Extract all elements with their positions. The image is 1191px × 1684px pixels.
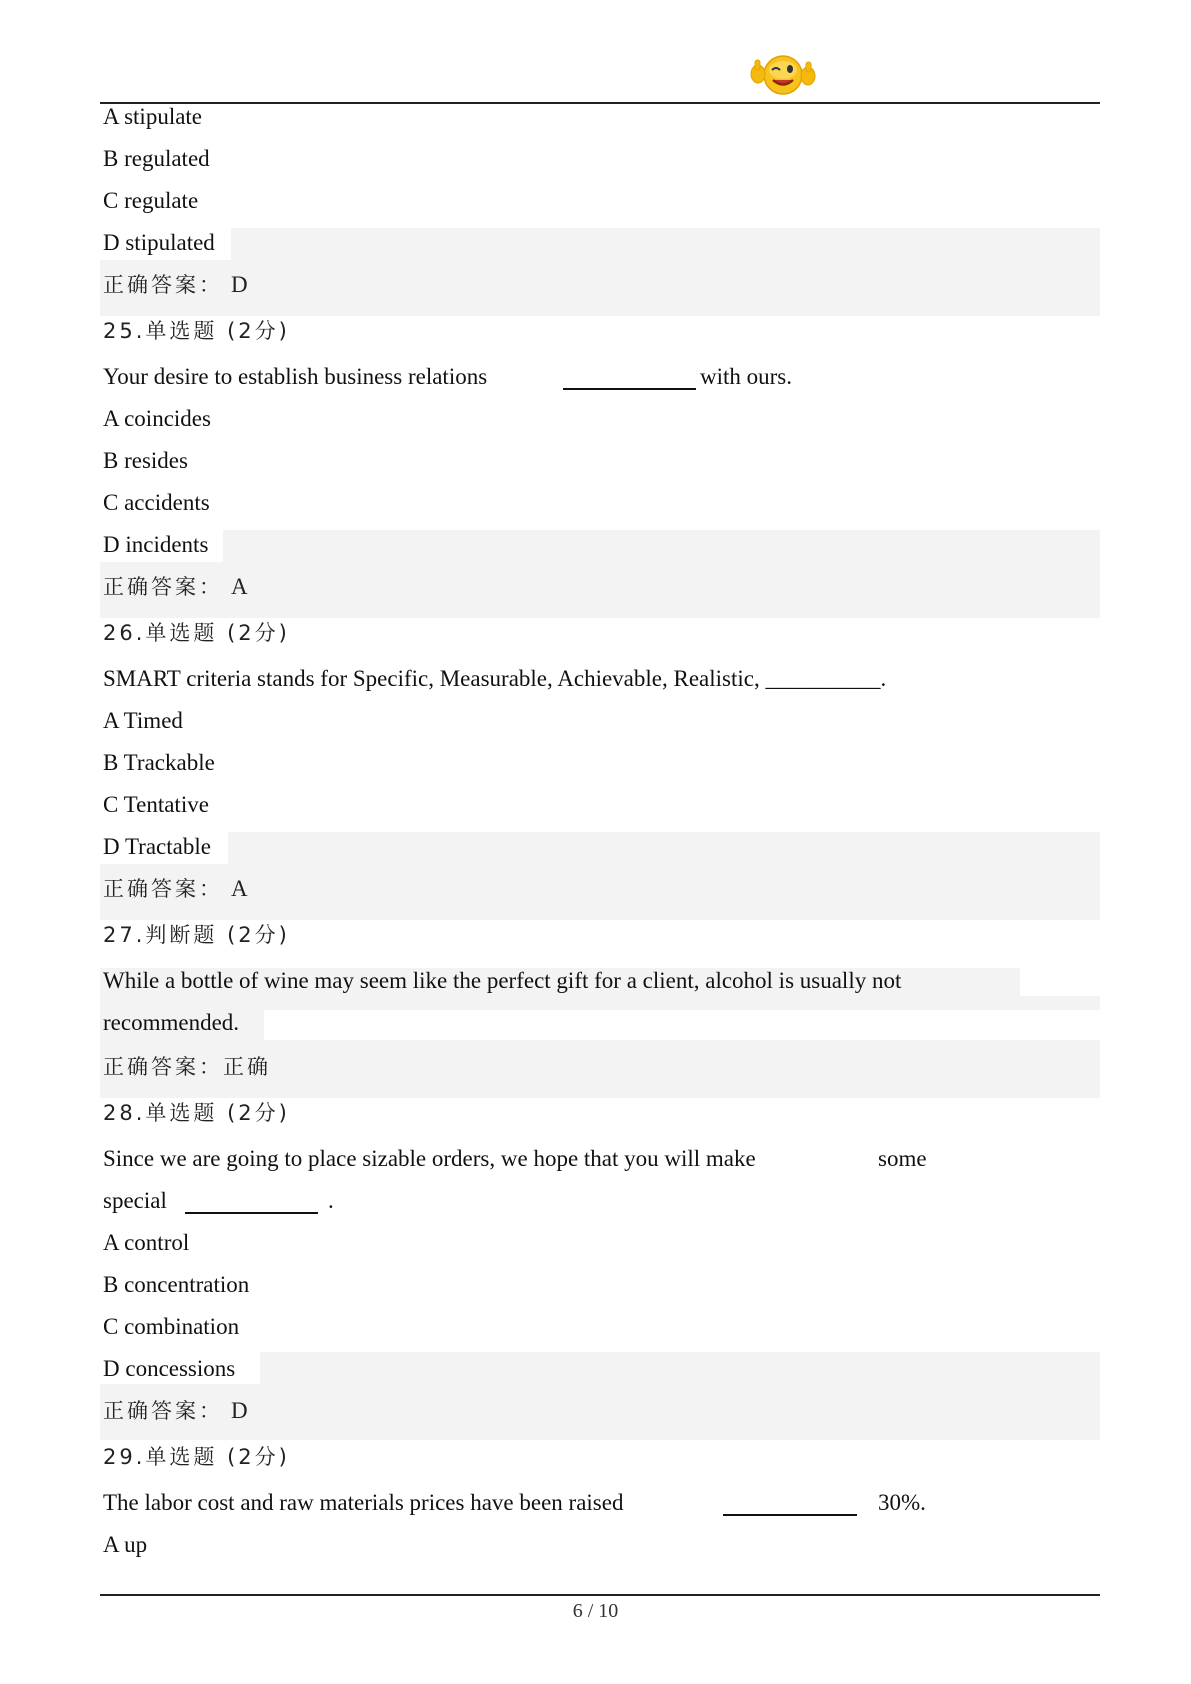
answer-value: 正确	[223, 1055, 271, 1079]
answer-shade	[100, 228, 1100, 316]
header-rule	[100, 102, 1100, 104]
option-b: B regulated	[103, 146, 210, 171]
correct-answer	[103, 1396, 248, 1426]
question-header: 27.判断题 (2分)	[103, 923, 290, 947]
answer-label: 正确答案：	[103, 877, 223, 901]
answer-label: 正确答案：	[103, 1399, 223, 1423]
correct-answer	[103, 572, 248, 602]
question-stem: While a bottle of wine may seem like the perfect gift for a client, alcohol is usually not	[103, 968, 902, 993]
answer-label: 正确答案：	[103, 1055, 223, 1079]
option-d: D concessions	[103, 1356, 236, 1381]
option-c: C Tentative	[103, 792, 209, 817]
option-c: C accidents	[103, 490, 210, 515]
option-b: B Trackable	[103, 750, 215, 775]
option-d: D incidents	[103, 532, 209, 557]
correct-answer	[103, 270, 248, 300]
footer-rule	[100, 1594, 1100, 1596]
question-stem: Since we are going to place sizable orders, we hope that you will make	[103, 1146, 756, 1171]
option-b: B resides	[103, 448, 188, 473]
question-header: 28.单选题 (2分)	[103, 1101, 290, 1125]
answer-label: 正确答案：	[103, 575, 223, 599]
answer-label: 正确答案：	[103, 273, 223, 297]
question-stem-line2: recommended.	[103, 1010, 240, 1035]
answer-value: A	[231, 574, 248, 599]
correct-answer	[103, 874, 248, 904]
answer-blank	[723, 1514, 857, 1516]
shade-gap	[264, 1010, 1100, 1040]
answer-shade	[100, 832, 1100, 920]
answer-blank	[185, 1212, 318, 1214]
option-a: A coincides	[103, 406, 211, 431]
winking-smiley-icon	[750, 50, 816, 98]
correct-answer	[103, 1052, 271, 1082]
option-c: C regulate	[103, 188, 199, 213]
option-d: D Tractable	[103, 834, 211, 859]
answer-value: A	[231, 876, 248, 901]
question-stem-end: .	[328, 1188, 334, 1213]
option-a: A control	[103, 1230, 190, 1255]
question-stem-line2: special	[103, 1188, 167, 1213]
option-b: B concentration	[103, 1272, 250, 1297]
question-stem: Your desire to establish business relations	[103, 364, 488, 389]
question-stem-end: with ours.	[700, 364, 792, 389]
question-header: 25.单选题 (2分)	[103, 319, 290, 343]
page-number: 6 / 10	[572, 1600, 619, 1622]
option-a: A up	[103, 1532, 148, 1557]
option-a: A stipulate	[103, 104, 203, 129]
answer-blank	[563, 388, 696, 390]
option-d: D stipulated	[103, 230, 215, 255]
question-stem: The labor cost and raw materials prices have been raised	[103, 1490, 624, 1515]
question-header: 26.单选题 (2分)	[103, 621, 290, 645]
shade-gap	[1020, 968, 1100, 996]
answer-value: D	[231, 272, 248, 297]
question-stem-word: some	[878, 1146, 927, 1171]
option-c: C combination	[103, 1314, 240, 1339]
answer-shade	[100, 530, 1100, 618]
option-a: A Timed	[103, 708, 183, 733]
question-header: 29.单选题 (2分)	[103, 1445, 290, 1469]
answer-value: D	[231, 1398, 248, 1423]
question-stem-end: 30%.	[878, 1490, 926, 1515]
question-stem: SMART criteria stands for Specific, Measurable, Achievable, Realistic, __________.	[103, 666, 887, 691]
